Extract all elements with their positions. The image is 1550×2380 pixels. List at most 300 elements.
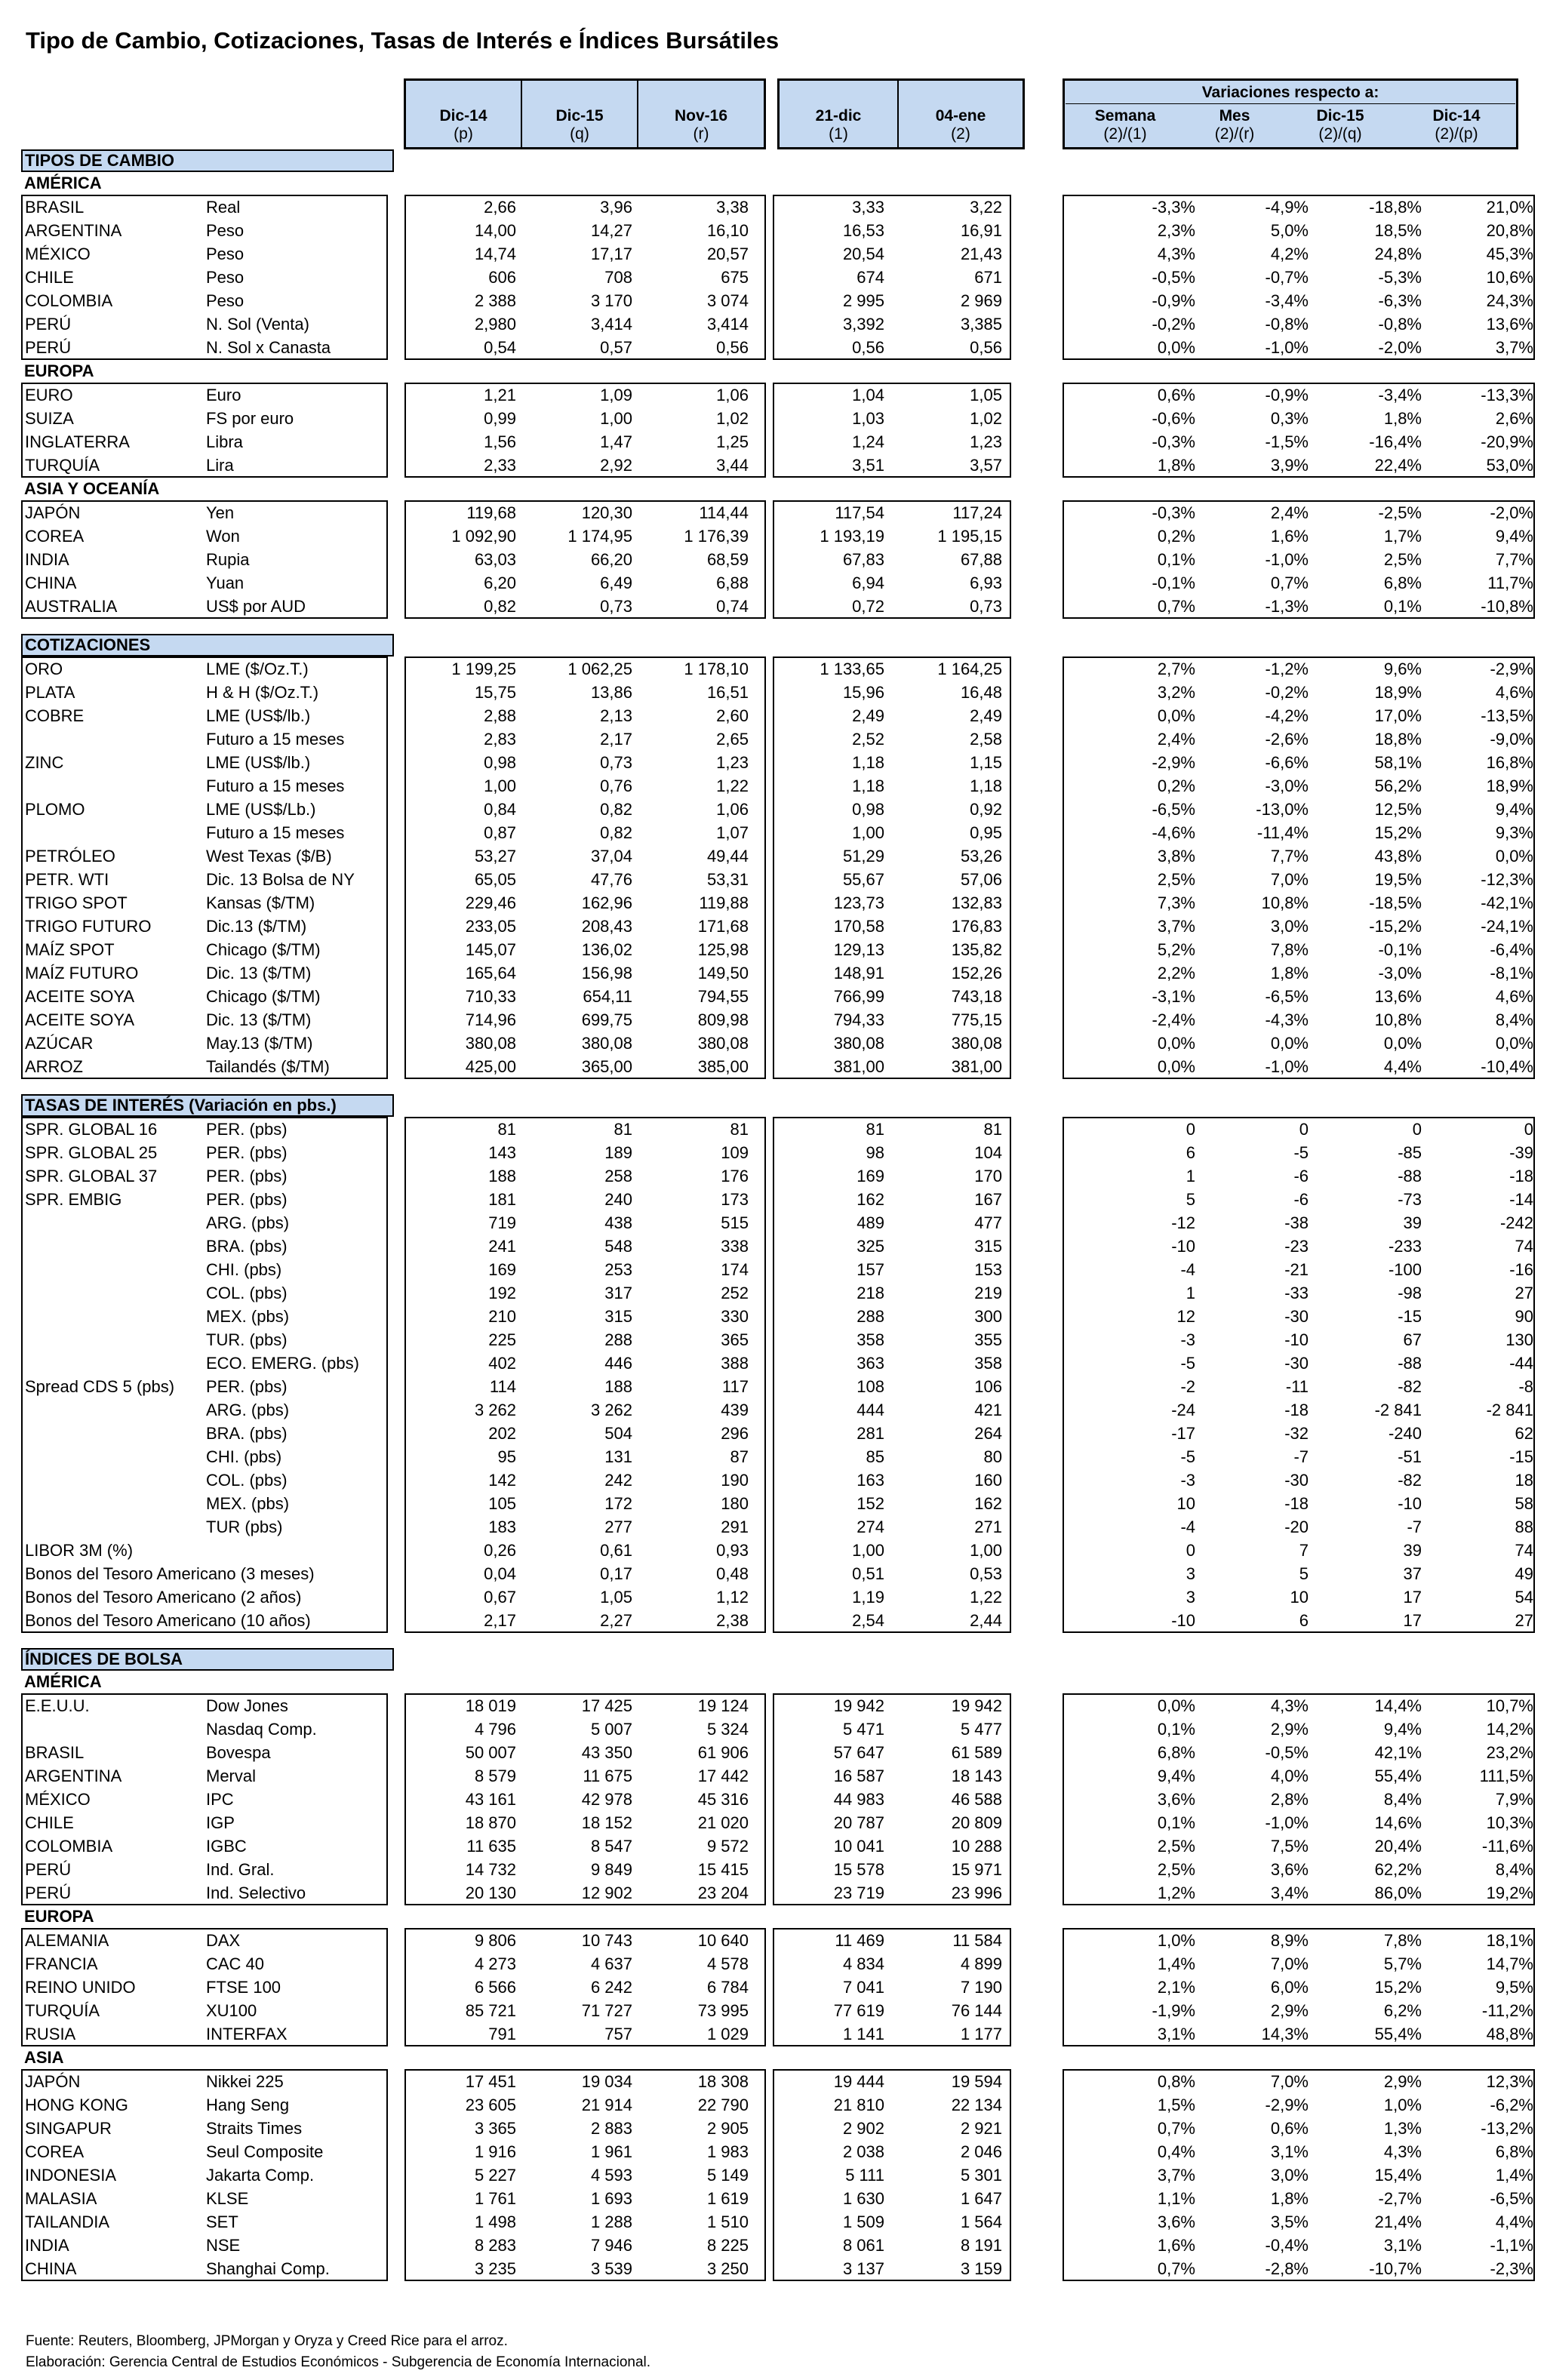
var-semana: 1,8% <box>1157 456 1195 475</box>
var-dic14: 7,7% <box>1495 550 1533 569</box>
var-mes: -3,4% <box>1265 291 1309 310</box>
var-dic14: 9,4% <box>1495 800 1533 819</box>
var-semana: 5,2% <box>1157 940 1195 959</box>
value-nov16: 117 <box>721 1377 749 1396</box>
value-04ene: 135,82 <box>951 940 1002 959</box>
value-dic14: 95 <box>497 1447 516 1466</box>
value-dic14: 0,26 <box>484 1541 516 1560</box>
value-dic15: 71 727 <box>581 2001 632 2020</box>
row-name: ARGENTINA <box>25 221 122 240</box>
table-row <box>21 1858 1533 1881</box>
value-dic15: 0,57 <box>600 338 632 357</box>
value-dic15: 11 675 <box>583 1767 632 1785</box>
value-21dic: 16 587 <box>833 1767 884 1785</box>
value-04ene: 271 <box>974 1517 1002 1536</box>
row-unit: IGP <box>206 1813 235 1832</box>
row-unit: Yuan <box>206 573 244 592</box>
table-row <box>21 1515 1533 1539</box>
value-21dic: 5 471 <box>842 1720 884 1739</box>
var-dic14: -2,3% <box>1490 2259 1533 2278</box>
var-semana: -3 <box>1180 1471 1195 1490</box>
value-dic15: 81 <box>614 1120 632 1139</box>
var-dic14: 10,6% <box>1486 268 1533 287</box>
value-dic15: 2,27 <box>600 1611 632 1630</box>
value-nov16: 20,57 <box>706 244 749 263</box>
row-name: Bonos del Tesoro Americano (3 meses) <box>25 1564 315 1583</box>
value-dic15: 365,00 <box>581 1057 632 1076</box>
value-dic15: 0,82 <box>600 800 632 819</box>
value-04ene: 2,49 <box>970 706 1002 725</box>
var-semana: 0,4% <box>1157 2142 1195 2161</box>
var-mes: -7 <box>1293 1447 1309 1466</box>
value-dic15: 1 288 <box>590 2212 632 2231</box>
value-dic14: 0,82 <box>484 597 516 616</box>
value-21dic: 2 902 <box>842 2119 884 2138</box>
value-dic14: 210 <box>488 1307 516 1326</box>
table-row <box>21 2234 1533 2257</box>
var-mes: 3,9% <box>1270 456 1309 475</box>
value-dic15: 654,11 <box>583 987 632 1006</box>
value-dic15: 240 <box>604 1190 632 1209</box>
value-04ene: 1,02 <box>970 409 1002 428</box>
row-unit: PER. (pbs) <box>206 1120 288 1139</box>
value-04ene: 743,18 <box>951 987 1002 1006</box>
table-header <box>0 78 1550 149</box>
var-dic14: 27 <box>1515 1611 1533 1630</box>
row-name: TRIGO SPOT <box>25 893 128 912</box>
var-dic15: -10 <box>1398 1494 1422 1513</box>
value-dic15: 0,73 <box>600 753 632 772</box>
var-dic15: 7,8% <box>1383 1931 1422 1950</box>
var-dic15: 9,6% <box>1383 660 1422 678</box>
var-dic15: -6,3% <box>1378 291 1422 310</box>
var-dic14: 14,7% <box>1486 1954 1533 1973</box>
var-dic14: 62 <box>1515 1424 1533 1443</box>
value-04ene: 15 971 <box>951 1860 1002 1879</box>
row-unit: LME ($/Oz.T.) <box>206 660 309 678</box>
value-dic14: 6 566 <box>474 1978 516 1997</box>
section-title: TASAS DE INTERÉS (Variación en pbs.) <box>21 1094 394 1117</box>
row-name: AZÚCAR <box>25 1034 94 1053</box>
value-04ene: 1,05 <box>970 386 1002 404</box>
table-row <box>21 1539 1533 1562</box>
table-row <box>21 985 1533 1008</box>
value-21dic: 0,51 <box>852 1564 884 1583</box>
var-dic15: 19,5% <box>1374 870 1422 889</box>
group-title: AMÉRICA <box>24 1672 102 1691</box>
value-21dic: 170,58 <box>833 917 884 936</box>
row-name: INGLATERRA <box>25 432 130 451</box>
value-dic15: 156,98 <box>581 964 632 982</box>
row-unit: NSE <box>206 2236 241 2255</box>
value-dic15: 172 <box>604 1494 632 1513</box>
var-mes: 7,7% <box>1270 847 1309 866</box>
value-dic15: 42 978 <box>581 1790 632 1809</box>
value-dic14: 4 796 <box>474 1720 516 1739</box>
var-semana: 7,3% <box>1157 893 1195 912</box>
table-row <box>21 266 1533 289</box>
value-21dic: 4 834 <box>842 1954 884 1973</box>
var-mes: 0,7% <box>1270 573 1309 592</box>
value-dic14: 114 <box>489 1377 516 1396</box>
value-dic14: 229,46 <box>465 893 516 912</box>
row-unit: XU100 <box>206 2001 257 2020</box>
var-semana: 9,4% <box>1157 1767 1195 1785</box>
var-dic15: 18,9% <box>1374 683 1422 702</box>
value-nov16: 3,38 <box>716 198 749 217</box>
table-row <box>21 571 1533 595</box>
value-04ene: 1,15 <box>970 753 1002 772</box>
var-semana: 0,6% <box>1157 386 1195 404</box>
row-unit: FS por euro <box>206 409 294 428</box>
value-dic15: 8 547 <box>590 1837 632 1856</box>
var-mes: 7,5% <box>1270 1837 1309 1856</box>
row-name: CHINA <box>25 2259 77 2278</box>
value-dic15: 18 152 <box>581 1813 632 1832</box>
value-21dic: 85 <box>866 1447 884 1466</box>
value-21dic: 15,96 <box>842 683 884 702</box>
value-21dic: 77 619 <box>833 2001 884 2020</box>
row-unit: US$ por AUD <box>206 597 306 616</box>
var-mes: -38 <box>1284 1213 1309 1232</box>
value-04ene: 162 <box>974 1494 1002 1513</box>
var-dic15: 1,3% <box>1383 2119 1422 2138</box>
var-dic15: 6,2% <box>1383 2001 1422 2020</box>
value-nov16: 68,59 <box>706 550 749 569</box>
var-dic15: -2,5% <box>1378 503 1422 522</box>
var-semana: 5 <box>1186 1190 1195 1209</box>
group-title: ASIA Y OCEANÍA <box>24 479 160 498</box>
var-mes: -30 <box>1284 1307 1309 1326</box>
row-unit: Merval <box>206 1767 257 1785</box>
value-21dic: 152 <box>856 1494 884 1513</box>
value-dic15: 1,47 <box>600 432 632 451</box>
value-04ene: 671 <box>974 268 1002 287</box>
var-mes: -21 <box>1284 1260 1309 1279</box>
value-21dic: 1,19 <box>852 1588 884 1607</box>
variations-title: Variaciones respecto a: <box>1066 81 1515 104</box>
value-dic15: 2 883 <box>590 2119 632 2138</box>
value-dic15: 0,17 <box>600 1564 632 1583</box>
table-row <box>21 657 1533 681</box>
source-note: Fuente: Reuters, Bloomberg, JPMorgan y Oryza y Creed Rice para el arroz. <box>26 2333 508 2349</box>
var-dic14: -9,0% <box>1490 730 1533 749</box>
table-row <box>21 1999 1533 2022</box>
var-dic14: -8,1% <box>1490 964 1533 982</box>
var-mes: 5,0% <box>1270 221 1309 240</box>
value-04ene: 22 134 <box>951 2096 1002 2114</box>
value-04ene: 20 809 <box>951 1813 1002 1832</box>
var-mes: 2,4% <box>1270 503 1309 522</box>
var-mes: 4,2% <box>1270 244 1309 263</box>
value-21dic: 281 <box>856 1424 884 1443</box>
value-dic14: 1 498 <box>474 2212 516 2231</box>
value-dic15: 131 <box>604 1447 632 1466</box>
var-semana: -0,3% <box>1152 503 1195 522</box>
row-name: TRIGO FUTURO <box>25 917 152 936</box>
value-nov16: 21 020 <box>697 1813 749 1832</box>
var-semana: 0 <box>1186 1120 1195 1139</box>
value-04ene: 8 191 <box>960 2236 1002 2255</box>
var-mes: -1,2% <box>1265 660 1309 678</box>
table-row <box>21 938 1533 961</box>
var-dic15: -3,0% <box>1378 964 1422 982</box>
var-semana: 0,7% <box>1157 2119 1195 2138</box>
value-21dic: 325 <box>856 1237 884 1256</box>
row-name: Spread CDS 5 (pbs) <box>25 1377 175 1396</box>
value-dic14: 20 130 <box>465 1883 516 1902</box>
group-title: ASIA <box>24 2048 64 2067</box>
var-dic15: 55,4% <box>1374 1767 1422 1785</box>
var-semana: 1,6% <box>1157 2236 1195 2255</box>
value-21dic: 358 <box>856 1330 884 1349</box>
value-04ene: 106 <box>974 1377 1002 1396</box>
value-04ene: 11 584 <box>952 1931 1002 1950</box>
value-nov16: 1 619 <box>706 2189 749 2208</box>
value-04ene: 381,00 <box>951 1057 1002 1076</box>
value-nov16: 2,65 <box>716 730 749 749</box>
table-row <box>21 1445 1533 1468</box>
var-dic14: -10,4% <box>1481 1057 1533 1076</box>
var-dic14: -11,2% <box>1481 2001 1533 2020</box>
var-mes: -4,2% <box>1265 706 1309 725</box>
row-name: TAILANDIA <box>25 2212 110 2231</box>
var-semana: -24 <box>1171 1401 1195 1419</box>
value-04ene: 132,83 <box>951 893 1002 912</box>
value-dic14: 233,05 <box>465 917 516 936</box>
var-dic14: 74 <box>1515 1237 1533 1256</box>
value-dic14: 9 806 <box>474 1931 516 1950</box>
var-dic14: 4,4% <box>1495 2212 1533 2231</box>
table-row <box>21 289 1533 312</box>
var-semana: 6 <box>1186 1143 1195 1162</box>
value-dic14: 2 388 <box>474 291 516 310</box>
value-21dic: 1,24 <box>852 432 884 451</box>
row-unit: ECO. EMERG. (pbs) <box>206 1354 359 1373</box>
value-dic14: 1 092,90 <box>451 527 516 546</box>
row-name: SPR. GLOBAL 37 <box>25 1167 158 1185</box>
row-name: ARGENTINA <box>25 1767 122 1785</box>
var-mes: -0,9% <box>1265 386 1309 404</box>
value-dic14: 2,66 <box>484 198 516 217</box>
value-nov16: 45 316 <box>697 1790 749 1809</box>
var-dic14: -6,2% <box>1490 2096 1533 2114</box>
value-04ene: 2 046 <box>960 2142 1002 2161</box>
table-row <box>21 681 1533 704</box>
var-semana: -5 <box>1180 1447 1195 1466</box>
value-04ene: 5 301 <box>960 2166 1002 2185</box>
var-dic14: 12,3% <box>1486 2072 1533 2091</box>
value-04ene: 0,95 <box>970 823 1002 842</box>
var-semana: 2,5% <box>1157 870 1195 889</box>
row-name: PETR. WTI <box>25 870 109 889</box>
value-21dic: 7 041 <box>842 1978 884 1997</box>
table-row <box>21 2210 1533 2234</box>
row-unit: TUR (pbs) <box>206 1517 283 1536</box>
value-21dic: 15 578 <box>833 1860 884 1879</box>
var-dic15: 15,2% <box>1374 1978 1422 1997</box>
row-name: ACEITE SOYA <box>25 987 135 1006</box>
table-row <box>21 1375 1533 1398</box>
var-dic15: 2,5% <box>1383 550 1422 569</box>
row-unit: LME (US$/lb.) <box>206 706 311 725</box>
value-dic15: 37,04 <box>590 847 632 866</box>
row-unit: Dic. 13 ($/TM) <box>206 1010 312 1029</box>
row-name: PERÚ <box>25 1883 72 1902</box>
value-dic14: 65,05 <box>474 870 516 889</box>
value-dic15: 708 <box>604 268 632 287</box>
value-nov16: 330 <box>721 1307 749 1326</box>
value-dic14: 165,64 <box>465 964 516 982</box>
table-row <box>21 2257 1533 2280</box>
row-unit: Jakarta Comp. <box>206 2166 315 2185</box>
value-21dic: 1 509 <box>842 2212 884 2231</box>
row-unit: Straits Times <box>206 2119 303 2138</box>
row-name: SPR. GLOBAL 16 <box>25 1120 158 1139</box>
value-21dic: 0,56 <box>852 338 884 357</box>
value-dic15: 43 350 <box>581 1743 632 1762</box>
value-dic15: 0,61 <box>600 1541 632 1560</box>
var-dic14: 90 <box>1515 1307 1533 1326</box>
row-name: MÉXICO <box>25 244 91 263</box>
value-21dic: 98 <box>866 1143 884 1162</box>
value-04ene: 4 899 <box>960 1954 1002 1973</box>
value-21dic: 1 133,65 <box>820 660 884 678</box>
var-mes: 10 <box>1290 1588 1309 1607</box>
value-04ene: 10 288 <box>951 1837 1002 1856</box>
value-04ene: 1,00 <box>970 1541 1002 1560</box>
var-dic15: 21,4% <box>1374 2212 1422 2231</box>
value-21dic: 2 995 <box>842 291 884 310</box>
row-name: COLOMBIA <box>25 1837 113 1856</box>
value-dic15: 189 <box>604 1143 632 1162</box>
value-dic15: 21 914 <box>581 2096 632 2114</box>
var-mes: 7,8% <box>1270 940 1309 959</box>
value-dic14: 145,07 <box>465 940 516 959</box>
var-dic14: -24,1% <box>1481 917 1533 936</box>
value-21dic: 21 810 <box>833 2096 884 2114</box>
var-semana: 0,7% <box>1157 2259 1195 2278</box>
value-nov16: 87 <box>730 1447 749 1466</box>
table-row <box>21 2163 1533 2187</box>
row-group <box>21 2069 1533 2281</box>
value-dic14: 63,03 <box>474 550 516 569</box>
value-nov16: 1,23 <box>716 753 749 772</box>
var-mes: -6,6% <box>1265 753 1309 772</box>
row-name: PLOMO <box>25 800 85 819</box>
value-nov16: 5 149 <box>706 2166 749 2185</box>
value-21dic: 163 <box>856 1471 884 1490</box>
table-row <box>21 1351 1533 1375</box>
col-header-dic14: Dic-14 (p) <box>406 78 522 149</box>
var-semana: -2,4% <box>1152 1010 1195 1029</box>
value-04ene: 0,92 <box>970 800 1002 819</box>
value-dic15: 14,27 <box>590 221 632 240</box>
value-nov16: 3 250 <box>706 2259 749 2278</box>
value-21dic: 1,04 <box>852 386 884 404</box>
row-group <box>21 195 1533 360</box>
var-dic14: -8 <box>1518 1377 1533 1396</box>
col-header-mes: Mes (2)/(r) <box>1214 107 1255 143</box>
value-04ene: 81 <box>983 1120 1002 1139</box>
value-dic14: 18 870 <box>465 1813 516 1832</box>
var-dic14: 21,0% <box>1486 198 1533 217</box>
var-dic15: -85 <box>1398 1143 1422 1162</box>
value-dic15: 162,96 <box>581 893 632 912</box>
value-nov16: 22 790 <box>697 2096 749 2114</box>
value-21dic: 11 469 <box>835 1931 884 1950</box>
value-dic14: 14 732 <box>465 1860 516 1879</box>
row-name: JAPÓN <box>25 2072 81 2091</box>
value-dic14: 8 579 <box>474 1767 516 1785</box>
var-semana: -1,9% <box>1152 2001 1195 2020</box>
value-dic14: 0,04 <box>484 1564 516 1583</box>
table-row <box>21 312 1533 336</box>
var-mes: 3,6% <box>1270 1860 1309 1879</box>
value-21dic: 2,54 <box>852 1611 884 1630</box>
value-dic15: 3,414 <box>590 315 632 334</box>
row-name: AUSTRALIA <box>25 597 118 616</box>
var-dic14: 54 <box>1515 1588 1533 1607</box>
value-nov16: 3,414 <box>706 315 749 334</box>
value-dic15: 1,00 <box>600 409 632 428</box>
row-unit: H & H ($/Oz.T.) <box>206 683 319 702</box>
var-semana: 0,0% <box>1157 338 1195 357</box>
value-dic15: 258 <box>604 1167 632 1185</box>
var-dic15: 13,6% <box>1374 987 1422 1006</box>
var-dic14: 130 <box>1505 1330 1533 1349</box>
row-group <box>21 1117 1533 1633</box>
value-04ene: 358 <box>974 1354 1002 1373</box>
var-dic14: 16,8% <box>1486 753 1533 772</box>
var-mes: -11 <box>1285 1377 1309 1396</box>
value-nov16: 23 204 <box>697 1883 749 1902</box>
var-dic15: 18,8% <box>1374 730 1422 749</box>
row-group <box>21 1693 1533 1905</box>
var-mes: 2,9% <box>1270 1720 1309 1739</box>
table-row <box>21 1305 1533 1328</box>
value-21dic: 10 041 <box>833 1837 884 1856</box>
var-dic15: -16,4% <box>1369 432 1422 451</box>
value-dic14: 402 <box>488 1354 516 1373</box>
var-mes: -23 <box>1284 1237 1309 1256</box>
row-name: COLOMBIA <box>25 291 113 310</box>
value-dic15: 2,17 <box>600 730 632 749</box>
value-04ene: 18 143 <box>951 1767 1002 1785</box>
var-mes: -1,0% <box>1265 338 1309 357</box>
table-row <box>21 774 1533 798</box>
table-row <box>21 821 1533 844</box>
value-04ene: 1 164,25 <box>937 660 1002 678</box>
value-dic15: 12 902 <box>581 1883 632 1902</box>
value-dic15: 47,76 <box>590 870 632 889</box>
var-mes: -0,2% <box>1265 683 1309 702</box>
var-dic14: 8,4% <box>1495 1010 1533 1029</box>
var-semana: 0,0% <box>1157 1034 1195 1053</box>
value-21dic: 169 <box>856 1167 884 1185</box>
value-21dic: 1,18 <box>852 753 884 772</box>
row-unit: FTSE 100 <box>206 1978 281 1997</box>
var-semana: 4,3% <box>1157 244 1195 263</box>
value-21dic: 16,53 <box>842 221 884 240</box>
value-dic14: 23 605 <box>465 2096 516 2114</box>
value-dic14: 225 <box>488 1330 516 1349</box>
value-nov16: 149,50 <box>697 964 749 982</box>
var-dic14: 8,4% <box>1495 1860 1533 1879</box>
var-dic15: -51 <box>1398 1447 1422 1466</box>
var-mes: 6 <box>1299 1611 1309 1630</box>
table-row <box>21 1694 1533 1717</box>
